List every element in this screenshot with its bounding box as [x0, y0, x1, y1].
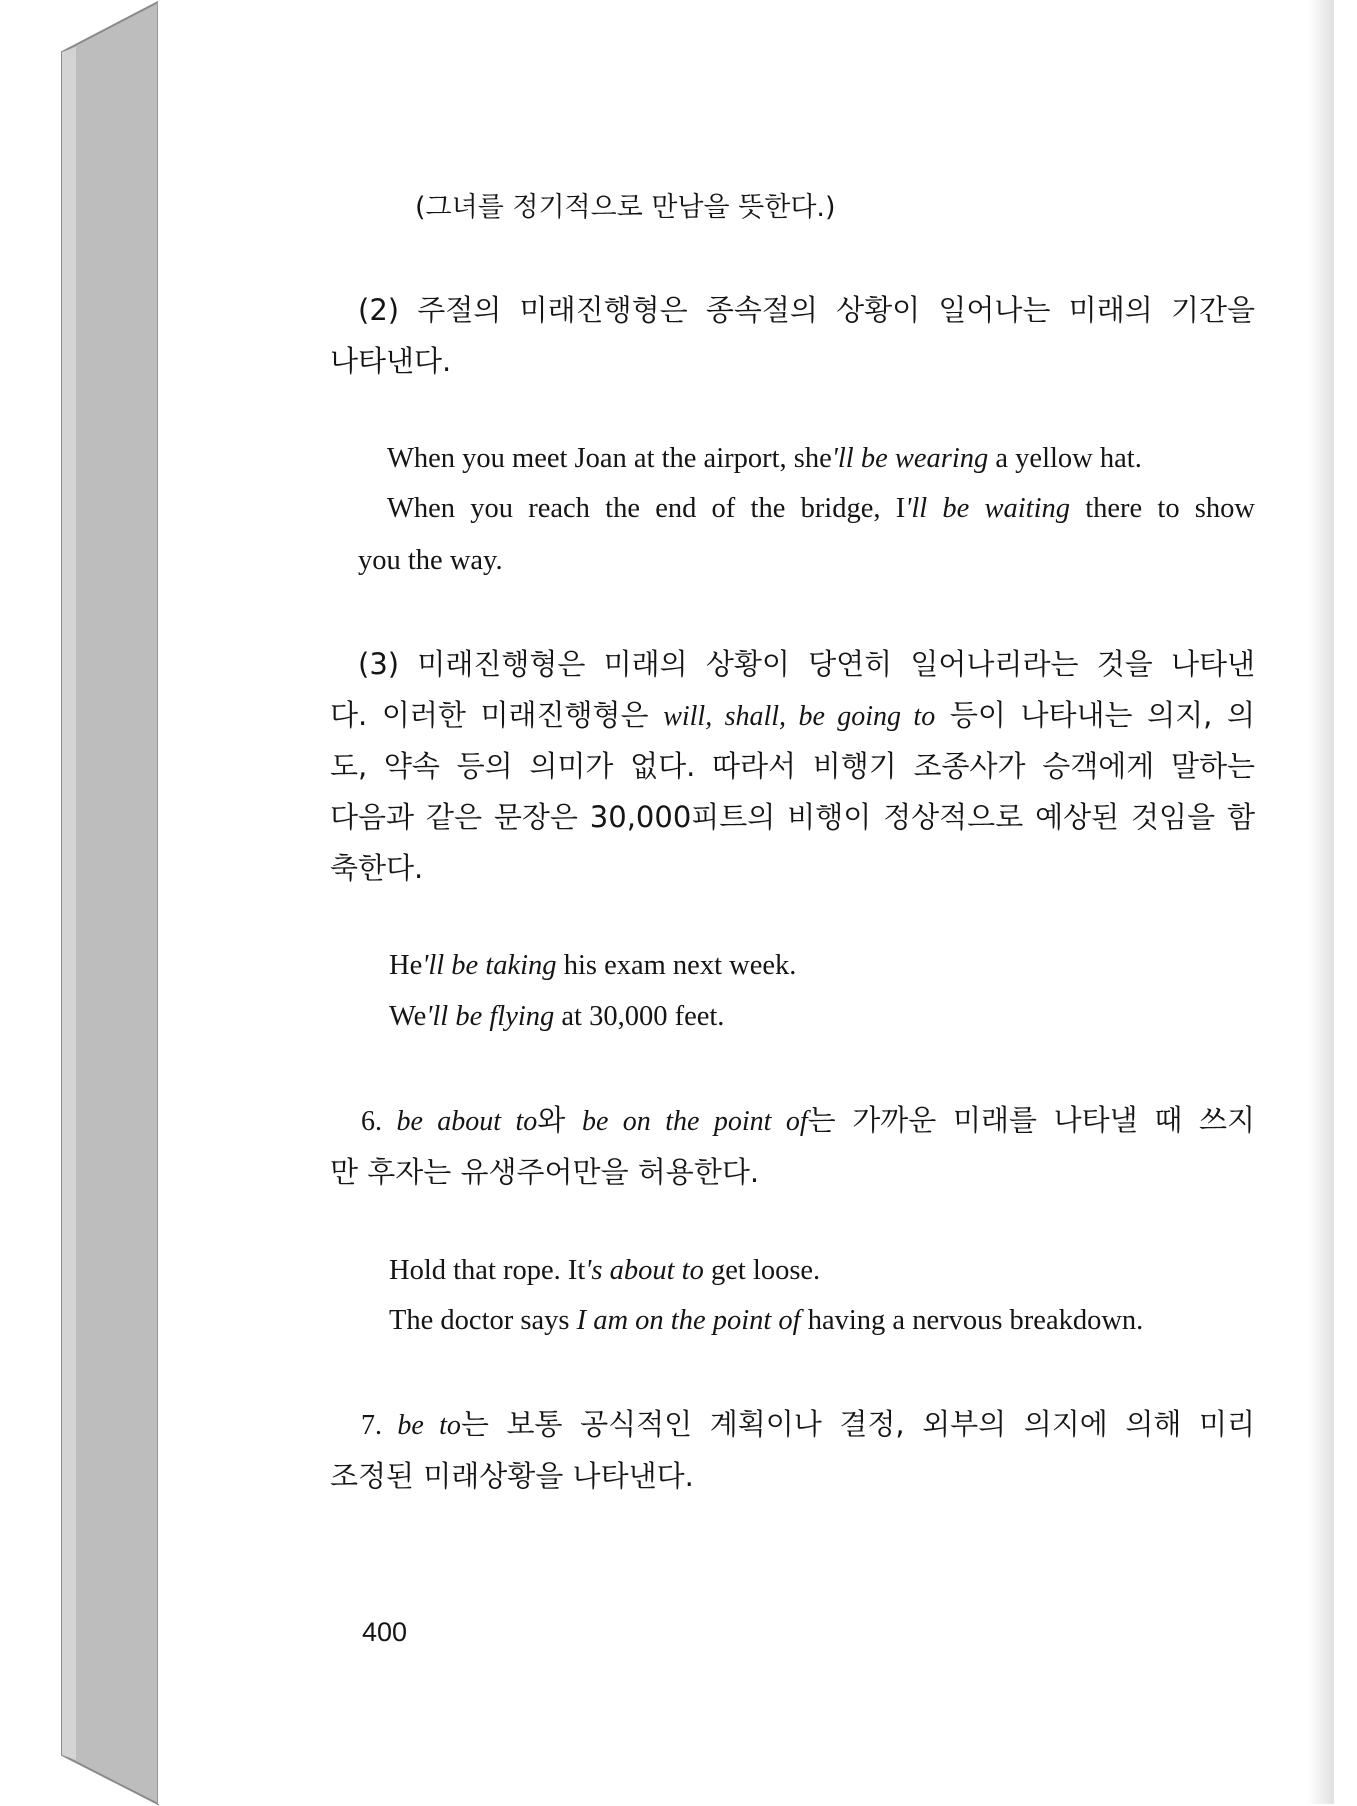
example-2-2: When you reach the end of the bridge, I'll be waiting there to show [387, 493, 1255, 524]
page-edge-shadow [1308, 0, 1334, 1804]
example-3-2: We'll be flying at 30,000 feet. [389, 1001, 725, 1032]
example-6-1: Hold that rope. It's about to get loose. [389, 1255, 821, 1286]
example-6-2: The doctor says I am on the point of having a nervous breakdown. [389, 1305, 1144, 1336]
page [158, 0, 1334, 1804]
example-3-1: He'll be taking his exam next week. [389, 950, 797, 981]
section-2-line-1: (2) 주절의 미래진행형은 종속절의 상황이 일어나는 미래의 기간을 [358, 293, 1255, 327]
section-3-line-5: 축한다. [330, 851, 424, 885]
section-3-line-1: (3) 미래진행형은 미래의 상황이 당연히 일어나리라는 것을 나타낸 [358, 647, 1255, 681]
example-2-2-cont: you the way. [358, 545, 503, 576]
section-3-line-3: 도, 약속 등의 의미가 없다. 따라서 비행기 조종사가 승객에게 말하는 [330, 749, 1255, 783]
section-7-line-1: 7. be to는 보통 공식적인 계획이나 결정, 외부의 의지에 의해 미리 [361, 1407, 1255, 1441]
page-number: 400 [362, 1617, 408, 1647]
intro-note: (그녀를 정기적으로 만남을 뜻한다.) [415, 192, 836, 223]
book-spine [0, 0, 160, 1806]
section-3-line-2: 다. 이러한 미래진행형은 will, shall, be going to 등이 나타내는 의지, 의 [330, 698, 1255, 732]
section-6-line-1: 6. be about to와 be on the point of는 가까운 미래를 나타낼 때 쓰지 [361, 1103, 1255, 1137]
section-6-line-2: 만 후자는 유생주어만을 허용한다. [330, 1155, 760, 1189]
section-3-line-4: 다음과 같은 문장은 30,000피트의 비행이 정상적으로 예상된 것임을 함 [330, 800, 1255, 834]
example-2-1: When you meet Joan at the airport, she'll be wearing a yellow hat. [387, 443, 1142, 474]
section-2-line-2: 나타낸다. [330, 344, 452, 378]
section-7-line-2: 조정된 미래상황을 나타낸다. [330, 1459, 694, 1493]
